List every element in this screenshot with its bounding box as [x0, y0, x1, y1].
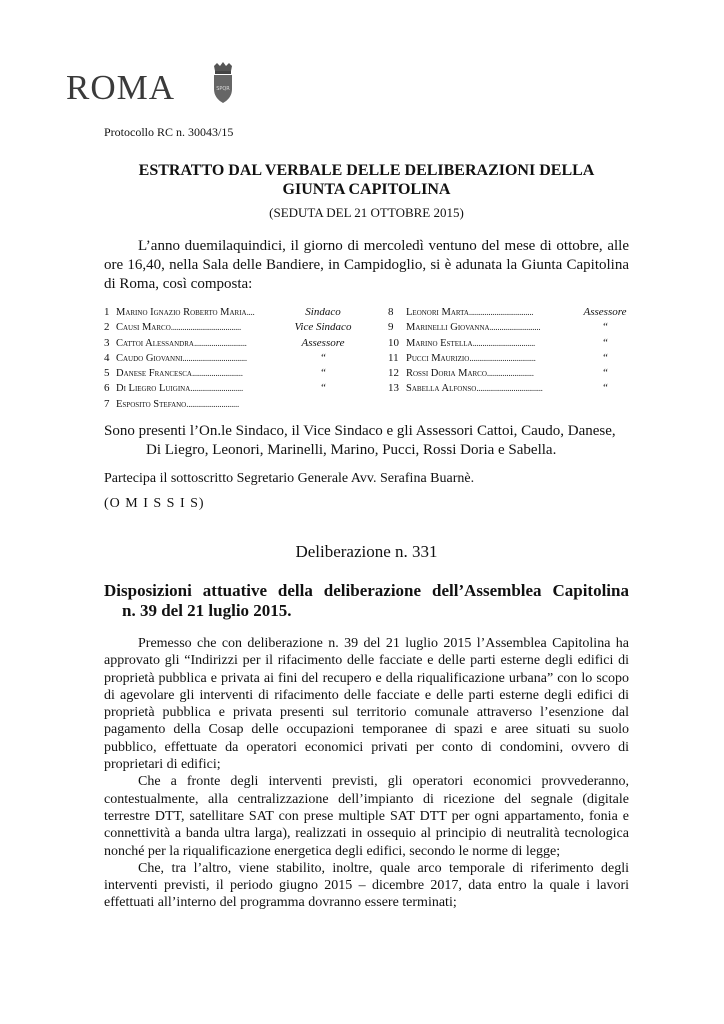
body-paragraph: Premesso che con deliberazione n. 39 del 21 luglio 2015 l’Assemblea Capitolina ha approvato gli “Indirizzi per il rifacimento delle facciate e delle parti esterne degli edifici di proprietà pubblica e privata ai fini del recupero e della riqualificazione urbana” con lo scopo di agevolare gli interventi di rifacimento delle facciate e delle parti esterne degli edifici di proprietà pubblica e privata presenti sul territorio comunale attraverso l’esenzione dal pagamento della Cosap delle occupazioni temporanee di spazi e aree situati su suolo pubblico, effettuate da operatori economici privati per conto di condomini, ovvero di proprietari di edifici; [104, 636, 629, 773]
member-row [388, 305, 634, 320]
member-name-cell [116, 366, 284, 381]
member-row [388, 381, 634, 396]
member-name: Marino Ignazio Roberto Maria [116, 307, 247, 318]
member-name-cell [116, 351, 284, 366]
member-role: “ [601, 367, 609, 380]
member-role: “ [319, 351, 327, 364]
secretary-line: Partecipa il sottoscritto Segretario Generale Avv. Serafina Buarnè. [104, 471, 475, 486]
svg-text:SPQR: SPQR [216, 86, 230, 92]
member-number: 2 [104, 321, 110, 334]
member-role: “ [601, 351, 609, 364]
member-number: 8 [388, 306, 394, 318]
member-name-cell [116, 305, 284, 320]
member-role: “ [319, 382, 327, 395]
member-row [104, 366, 362, 381]
member-number: 12 [388, 367, 399, 380]
member-row [104, 351, 362, 366]
member-role: “ [601, 336, 609, 349]
member-name-cell [406, 336, 576, 351]
members-table-right [388, 305, 634, 397]
member-name: Sabella Alfonso [406, 383, 477, 395]
member-name-cell [406, 366, 576, 381]
roma-crest-icon [211, 62, 235, 104]
member-role: Vice Sindaco [294, 321, 352, 334]
member-row [104, 305, 362, 320]
member-role: Sindaco [305, 306, 341, 318]
body-paragraph: Che a fronte degli interventi previsti, gli operatori economici provvederanno, contestualmente, alla centralizzazione dell’impianto di ricezione del segnale (digitale terrestre DTT, satellitare SAT con prese multiple SAT DTT per ogni appartamento, fonia e connettività a banda ultra larga), realizzati in ossequio al principio di neutralità tecnologica nonché per la riqualificazione energetica degli edifici, secondo le norme di legge; [104, 774, 629, 859]
present-line-2: Di Liegro, Leonori, Marinelli, Marino, Pucci, Rossi Doria e Sabella. [146, 442, 557, 458]
member-name: Danese Francesca [116, 368, 192, 380]
member-leader-dots: ........................... [186, 398, 239, 409]
member-row [104, 336, 362, 351]
member-leader-dots: ........................... [193, 337, 247, 348]
member-role: “ [319, 367, 327, 380]
member-role: “ [601, 321, 609, 334]
member-name-cell [116, 381, 284, 396]
member-name: Caudo Giovanni [116, 352, 183, 364]
member-name: Cattoi Alessandra [116, 337, 194, 349]
member-leader-dots: ................................. [182, 352, 247, 363]
member-name: Marinelli Giovanna [406, 322, 490, 334]
member-name-cell [406, 381, 576, 396]
member-name-cell [406, 305, 576, 320]
body-text [104, 635, 629, 912]
member-leader-dots: .... [246, 307, 255, 317]
roma-logo-text: ROMA [66, 68, 176, 107]
member-row [104, 397, 362, 412]
member-role: Assessore [583, 306, 627, 318]
omissis: (O M I S S I S) [104, 496, 205, 511]
member-number: 5 [104, 367, 110, 380]
member-leader-dots: ................................. [468, 307, 534, 317]
intro-paragraph: L’anno duemilaquindici, il giorno di mercoledì ventuno del mese di ottobre, alle ore 16,40, nella Sala delle Bandiere, in Campidoglio, si è adunata la Giunta Capitolina di Roma, così composta: [104, 238, 629, 292]
member-leader-dots: .................................. [476, 383, 543, 394]
member-leader-dots: .......................... [489, 322, 541, 333]
member-row [104, 320, 362, 335]
member-role [284, 397, 362, 412]
member-leader-dots: ........................... [190, 383, 243, 394]
present-members [104, 422, 629, 460]
body-paragraph: Che, tra l’altro, viene stabilito, inoltre, quale arco temporale di riferimento degli interventi previsti, il periodo giugno 2015 – dicembre 2017, data entro la quale i lavori effettuati all’interno del programma dovranno essere terminati; [104, 860, 629, 911]
member-name: Esposito Stefano [116, 398, 187, 410]
present-line-1: Sono presenti l’On.le Sindaco, il Vice Sindaco e gli Assessori Cattoi, Caudo, Danese, [104, 423, 616, 439]
member-name-cell [116, 397, 284, 412]
member-name-cell [406, 351, 576, 366]
title-line-2: GIUNTA CAPITOLINA [282, 181, 451, 198]
member-row [388, 366, 634, 381]
member-role: Assessore [301, 336, 345, 349]
member-number: 7 [104, 397, 110, 410]
member-leader-dots: .................................... [170, 322, 241, 333]
member-leader-dots: ........................ [486, 368, 534, 379]
member-number: 9 [388, 321, 394, 334]
subject-line-2: n. 39 del 21 luglio 2015. [122, 601, 292, 620]
member-number: 3 [104, 336, 110, 349]
member-name-cell [116, 336, 284, 351]
member-number: 10 [388, 336, 399, 349]
members-table-left [104, 305, 362, 412]
member-name: Pucci Maurizio [406, 352, 470, 364]
member-leader-dots: .................................. [469, 352, 536, 363]
member-number: 13 [388, 382, 399, 395]
document-title [104, 161, 629, 199]
member-row [388, 320, 634, 335]
session-date: (SEDUTA DEL 21 OTTOBRE 2015) [269, 205, 464, 220]
member-leader-dots: .......................... [191, 368, 243, 379]
member-name: Rossi Doria Marco [406, 368, 487, 380]
member-row [388, 336, 634, 351]
member-row [388, 351, 634, 366]
member-name: Causi Marco [116, 322, 171, 334]
protocol-number: Protocollo RC n. 30043/15 [104, 125, 234, 139]
member-number: 6 [104, 382, 110, 395]
member-name-cell [406, 320, 576, 335]
member-role: “ [601, 382, 609, 395]
member-row [104, 381, 362, 396]
title-line-1: ESTRATTO DAL VERBALE DELLE DELIBERAZIONI DELLA [138, 162, 595, 179]
member-leader-dots: ................................ [472, 337, 535, 348]
member-number: 11 [388, 351, 399, 364]
member-number: 4 [104, 351, 110, 364]
deliberation-number: Deliberazione n. 331 [295, 542, 438, 561]
member-name-cell [116, 320, 284, 335]
member-name: Leonori Marta [406, 307, 469, 318]
deliberation-subject [104, 581, 629, 621]
member-number: 1 [104, 306, 110, 318]
member-name: Di Liegro Luigina [116, 383, 191, 395]
member-name: Marino Estella [406, 337, 473, 349]
subject-line-1: Disposizioni attuative della deliberazione dell’Assemblea Capitolina [104, 581, 629, 600]
